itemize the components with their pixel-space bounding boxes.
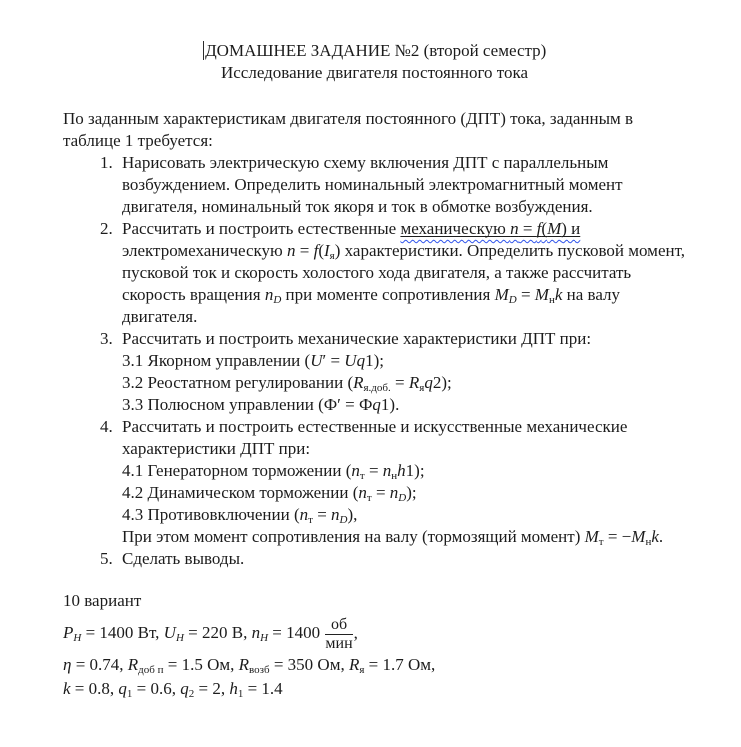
task-line: 4.2 Динамическом торможении $(n_т = n_D)$; xyxy=(122,483,417,504)
task-line: 3.3 Полюсном управлении (Ф′ = Фq1). xyxy=(122,395,400,414)
variant-label: 10 вариант xyxy=(63,591,142,610)
document-title xyxy=(63,40,686,62)
task-number: 1. xyxy=(100,153,113,172)
intro-paragraph: По заданным характеристикам двигателя постоянного (ДПТ) тока, заданным в таблице 1 требуется: xyxy=(63,109,634,150)
task-line: При этом момент сопротивления на валу (тормозящий момент) $M_т = -M_нk$. xyxy=(122,527,664,548)
task-line: Нарисовать электрическую схему включения ДПТ с параллельным возбуждением. Определить номинальный электромагнитный момент двигателя, номинальный ток якоря и ток в обмотке возбуждения. xyxy=(122,153,623,216)
task-number: 4. xyxy=(100,417,113,436)
task-line: 3.2 Реостатном регулировании $(R_{я.доб.} = R_яq2)$; xyxy=(122,373,452,394)
task-item xyxy=(100,218,686,328)
task-number: 2. xyxy=(100,219,113,238)
task-line: Рассчитать и построить естественные и искусственные механические характеристики ДПТ при: xyxy=(122,417,628,458)
title-block xyxy=(63,40,686,84)
document-title-text: ДОМАШНЕЕ ЗАДАНИЕ №2 (второй семестр) xyxy=(205,41,547,60)
task-item xyxy=(100,416,686,548)
given-line-1-pre: $P_H = 1400$ Вт, $U_H = 220$ В, $n_H = 1400$ xyxy=(63,623,325,645)
task-item xyxy=(100,548,686,570)
task-line: Рассчитать и построить естественные механическую n = f(M) и электромеханическую $n = f(I_я)$ характеристики. Определить пусковой момент, пусковой ток и скорость холостого хода двигателя, а также рассчитать скорость вращения $n_D$ при моменте сопротивления $M_D = M_нk$ на валу двигателя. xyxy=(122,219,685,326)
task-item xyxy=(100,152,686,218)
task-number: 3. xyxy=(100,329,113,348)
task-line: Сделать выводы. xyxy=(122,549,245,568)
given-line-1-post: , xyxy=(353,623,358,643)
task-line: 3.1 Якорном управлении (U′ = Uq1); xyxy=(122,351,384,370)
task-line: Рассчитать и построить механические характеристики ДПТ при: xyxy=(122,329,592,348)
task-line: 4.1 Генераторном торможении $(n_т = n_нh1)$; xyxy=(122,461,425,482)
given-line-1 xyxy=(63,616,686,653)
task-item xyxy=(100,328,686,416)
given-line-3: k = 0.8, $q_1 = 0.6$, $q_2 = 2$, $h_1 = 1.4$ xyxy=(63,679,283,700)
fraction-denominator: мин xyxy=(325,635,353,652)
task-line: 4.3 Противовключении $(n_т = n_D)$, xyxy=(122,505,358,526)
text-cursor-caret xyxy=(203,41,204,60)
task-list xyxy=(63,152,686,570)
document-subtitle: Исследование двигателя постоянного тока xyxy=(220,63,529,82)
fraction-rev-per-min xyxy=(325,616,352,653)
given-line-2: η = 0.74, $R_{доб п} = 1.5$ Ом, $R_{возб} = 350$ Ом, $R_я = 1.7$ Ом, xyxy=(63,655,436,676)
fraction-numerator: об xyxy=(325,616,352,635)
task-number: 5. xyxy=(100,549,113,568)
